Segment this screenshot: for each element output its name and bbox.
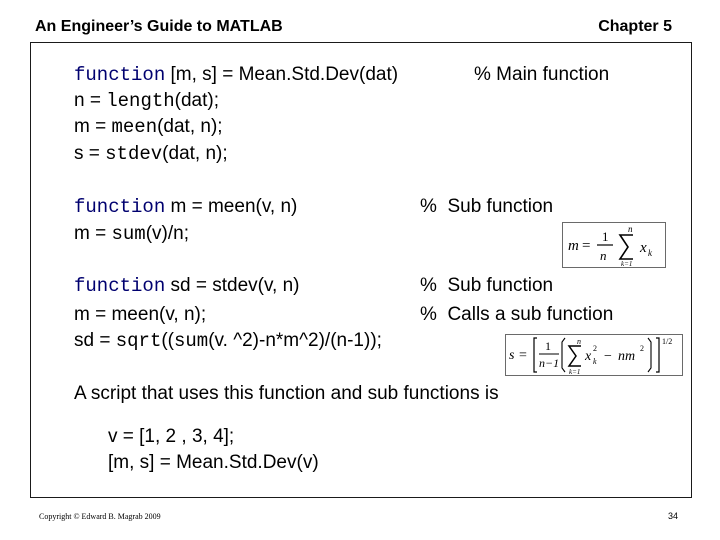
formula-superscript: 2 [640, 344, 644, 353]
main-function-line [74, 64, 398, 86]
formula-superscript: 2 [593, 344, 597, 353]
formula-denominator: n [600, 248, 607, 263]
formula-equals: = [519, 348, 527, 363]
code-text: m = meen(v, n); [74, 304, 207, 325]
sub-function-signature: m = meen(v, n) [165, 196, 298, 217]
script-line-1: v = [1, 2 , 3, 4]; [108, 426, 235, 447]
header-chapter: Chapter 5 [598, 18, 672, 35]
formula-term: x [640, 240, 647, 256]
formula-subscript: k [648, 248, 652, 258]
outer-exponent: 1/2 [662, 337, 673, 346]
formula-lhs: s [509, 348, 515, 363]
code-line [74, 330, 382, 352]
calls-comment: % Calls a sub function [420, 304, 614, 325]
script-line-2: [m, s] = Mean.Std.Dev(v) [108, 452, 319, 473]
builtin-function-name: sum [111, 223, 146, 245]
main-function-comment: % Main function [474, 64, 610, 85]
right-bracket [656, 338, 659, 372]
code-line [74, 143, 228, 165]
function-keyword: function [74, 275, 166, 297]
code-line [74, 304, 206, 326]
function-call-name: stdev [105, 143, 163, 165]
code-text: n = [74, 90, 107, 111]
builtin-function-name: sum [174, 330, 209, 352]
formula-lhs: m [568, 238, 579, 254]
builtin-function-name: sqrt [115, 330, 162, 352]
code-text: (dat, n); [162, 143, 228, 164]
formula-nm: nm [618, 349, 636, 364]
sum-upper-limit: n [577, 337, 581, 346]
code-text: m = [74, 116, 112, 137]
sub-function-stdev-line [74, 275, 300, 297]
function-keyword: function [74, 64, 166, 86]
left-bracket [534, 338, 537, 372]
sub-function-meen-line [74, 196, 297, 218]
script-intro: A script that uses this function and sub functions is [74, 383, 499, 404]
left-paren [562, 338, 565, 372]
page-number: 34 [667, 511, 678, 521]
formula-subscript: k [593, 357, 597, 366]
mean-formula [562, 222, 666, 268]
code-text: (dat); [174, 90, 220, 111]
sub-function-signature: sd = stdev(v, n) [165, 275, 300, 296]
formula-minus: − [604, 349, 612, 364]
formula-numerator: 1 [545, 339, 551, 353]
code-text: (dat, n); [157, 116, 223, 137]
code-text: (( [161, 330, 174, 351]
code-text: (v)/n; [145, 223, 189, 244]
code-text: sd = [74, 330, 116, 351]
formula-numerator: 1 [602, 229, 609, 244]
sub-function-comment: % Sub function [420, 275, 554, 296]
std-dev-formula [505, 334, 683, 376]
main-function-signature: [m, s] = Mean.Std.Dev(dat) [165, 64, 399, 85]
formula-term: x [585, 349, 592, 364]
formula-equals: = [582, 238, 591, 254]
sum-lower-limit: k=1 [621, 260, 633, 268]
summation-sign [620, 235, 633, 259]
sub-function-comment: % Sub function [420, 196, 554, 217]
code-text: s = [74, 143, 106, 164]
summation-sign [569, 346, 581, 366]
function-keyword: function [74, 196, 166, 218]
builtin-function-name: length [106, 90, 175, 112]
formula-denominator: n−1 [539, 356, 560, 370]
code-line [74, 116, 223, 138]
code-text: m = [74, 223, 112, 244]
right-paren [648, 338, 651, 372]
sum-upper-limit: n [628, 224, 633, 234]
sum-lower-limit: k=1 [569, 368, 581, 376]
copyright: Copyright © Edward B. Magrab 2009 [39, 512, 161, 521]
header-title: An Engineer’s Guide to MATLAB [35, 18, 283, 35]
code-text: (v. ^2)-n*m^2)/(n-1)); [208, 330, 382, 351]
code-line [74, 90, 219, 112]
code-line [74, 223, 189, 245]
function-call-name: meen [111, 116, 158, 138]
